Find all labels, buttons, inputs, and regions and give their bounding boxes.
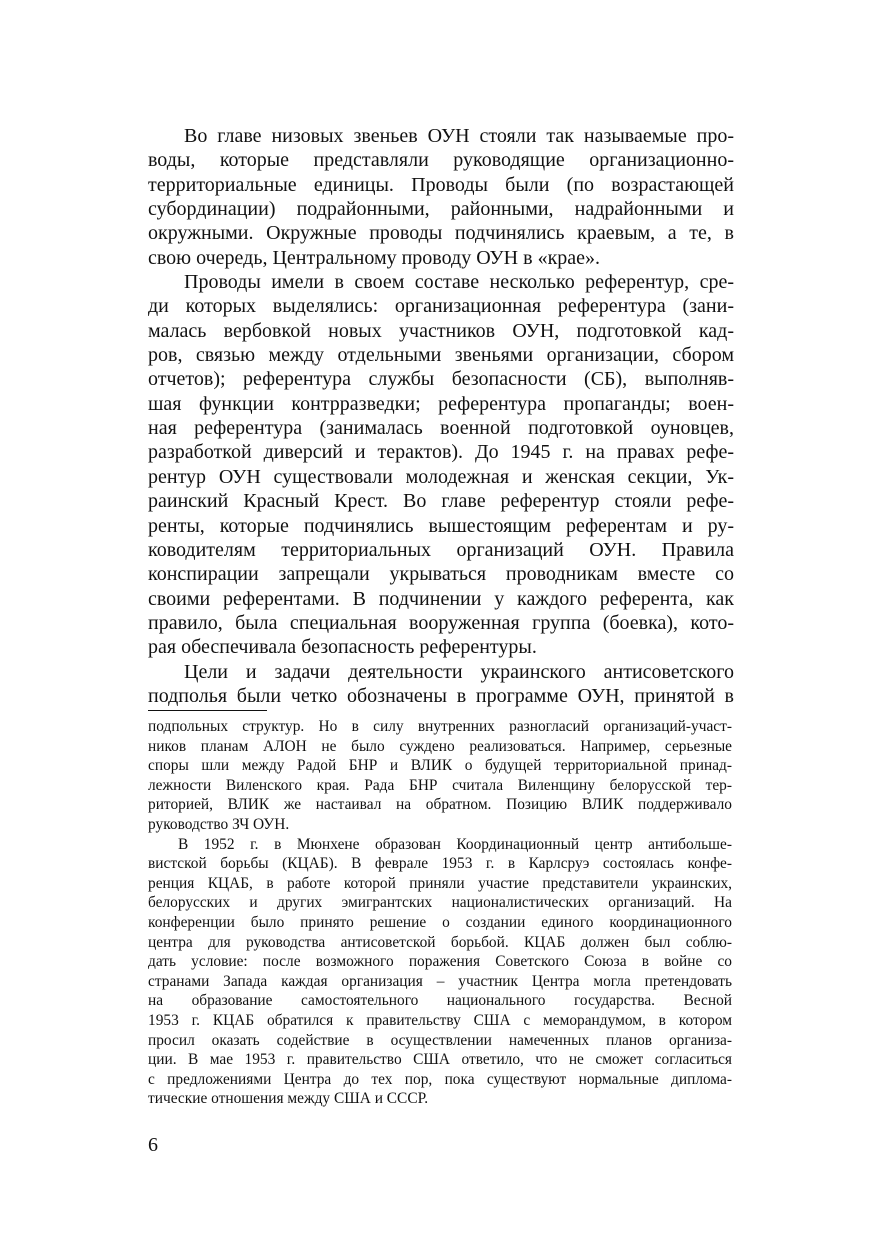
text-line: своими референтами. В подчинении у каждого референта, как: [148, 587, 734, 610]
footnote-line: просил оказать содействие в осуществлении намеченных планов организа-: [148, 1031, 732, 1049]
footnote-line: подпольных структур. Но в силу внутренних разногласий организаций-участ-: [148, 718, 732, 735]
footnote-line: ции. В мае 1953 г. правительство США ответило, что не сможет согласиться: [148, 1051, 732, 1069]
text-line: свою очередь, Центральному проводу ОУН в «крае».: [148, 246, 601, 269]
footnote-line: на образование самостоятельного национального государства. Весной: [148, 992, 732, 1010]
footnote-line: с предложениями Центра до тех пор, пока существуют нормальные диплома-: [148, 1070, 732, 1088]
text-line: рая обеспечивала безопасность референтуры.: [148, 636, 537, 659]
text-line: ров, связью между отдельными звеньями организации, сбором: [148, 344, 734, 367]
footnote-line: В 1952 г. в Мюнхене образован Координационный центр антибольше-: [178, 835, 732, 853]
text-line: конспирации запрещали укрываться проводникам вместе со: [148, 563, 734, 586]
text-line: территориальные единицы. Проводы были (по возрастающей: [148, 173, 734, 196]
text-line: субординации) подрайонными, районными, надрайонными и: [148, 198, 734, 221]
footnote-line: лежности Виленского края. Рада БНР считала Виленщину белорусской тер-: [148, 776, 732, 794]
text-line: разработкой диверсий и терактов). До 1945 г. на правах рефе-: [148, 441, 734, 464]
text-line: раинский Красный Крест. Во главе референтур стояли рефе-: [148, 490, 734, 513]
text-line: воды, которые представляли руководящие организационно-: [148, 149, 734, 172]
text-line: ренты, которые подчинялись вышестоящим референтам и ру-: [148, 514, 734, 537]
main-text: [148, 124, 734, 708]
footnotes: [148, 717, 732, 1109]
footnote-separator: [148, 710, 267, 711]
text-line: рентур ОУН существовали молодежная и женская секции, Ук-: [148, 465, 734, 488]
text-line: Во главе низовых звеньев ОУН стояли так называемые про-: [184, 125, 734, 147]
text-line: подполья были четко обозначены в программе ОУН, принятой в: [148, 684, 734, 707]
footnote-line: ренция КЦАБ, в работе которой приняли участие представители украинских,: [148, 874, 732, 892]
footnote-line: белорусских и других эмигрантских националистических организаций. На: [148, 894, 732, 912]
footnote-line: дать условие: после возможного поражения Советского Союза в войне со: [148, 953, 732, 971]
text-line: Цели и задачи деятельности украинского антисоветского: [184, 660, 734, 683]
paragraph: [148, 270, 734, 660]
page-number: 6: [148, 1134, 158, 1156]
footnote: [148, 717, 732, 835]
footnote-line: конференции было принято решение о создании единого координационного: [148, 913, 732, 931]
footnote-line: риторией, ВЛИК же настаивал на обратном. Позицию ВЛИК поддерживало: [148, 796, 732, 814]
text-line: ная референтура (занималась военной подготовкой оуновцев,: [148, 417, 734, 440]
text-line: отчетов); референтура службы безопасности (СБ), выполняв-: [148, 368, 734, 391]
footnote-line: центра для руководства антисоветской борьбой. КЦАБ должен был соблю-: [148, 933, 732, 951]
footnote-line: 1953 г. КЦАБ обратился к правительству США с меморандумом, в котором: [148, 1011, 732, 1029]
footnote: [148, 835, 732, 1109]
text-line: малась вербовкой новых участников ОУН, подготовкой кад-: [148, 319, 734, 342]
paragraph: [148, 660, 734, 709]
text-line: окружными. Окружные проводы подчинялись краевым, а те, в: [148, 222, 734, 245]
footnote-line: вистской борьбы (КЦАБ). В феврале 1953 г. в Карлсруэ состоялась конфе-: [148, 855, 732, 873]
text-line: ководителям территориальных организаций ОУН. Правила: [148, 538, 734, 561]
footnote-line: ников планам АЛОН не было суждено реализоваться. Например, серьезные: [148, 737, 732, 755]
text-line: шая функции контрразведки; референтура пропаганды; воен-: [148, 392, 734, 415]
footnote-line: споры шли между Радой БНР и ВЛИК о будущей территориальной принад-: [148, 757, 732, 775]
footnote-line: тические отношения между США и СССР.: [148, 1090, 429, 1108]
text-line: Проводы имели в своем составе несколько референтур, сре-: [184, 271, 734, 294]
footnote-line: руководство ЗЧ ОУН.: [148, 815, 290, 833]
footnote-line: странами Запада каждая организация – участник Центра могла претендовать: [148, 972, 732, 990]
paragraph: [148, 124, 734, 270]
text-line: ди которых выделялись: организационная референтура (зани-: [148, 295, 734, 318]
text-line: правило, была специальная вооруженная группа (боевка), кото-: [148, 611, 734, 634]
